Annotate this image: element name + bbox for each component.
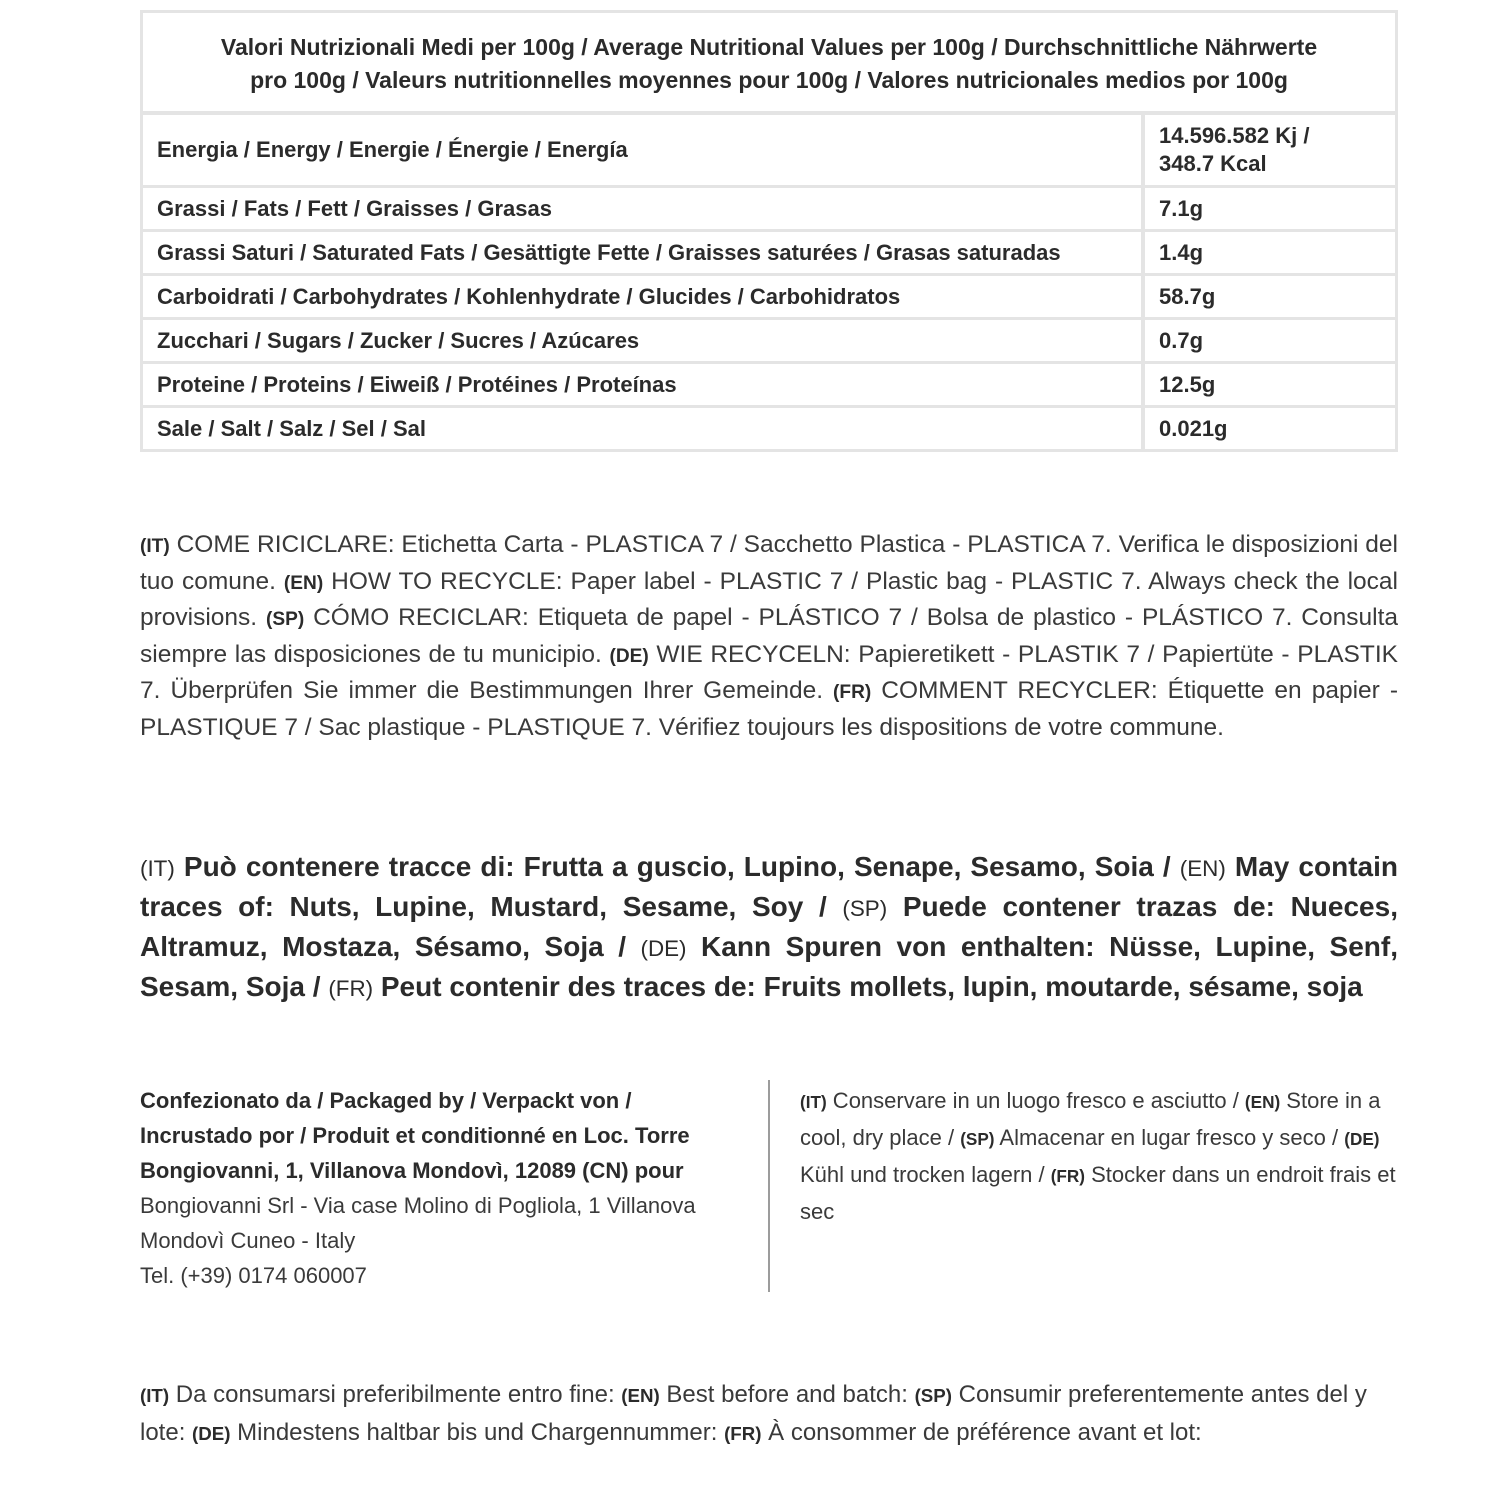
nutrient-label: Carboidrati / Carbohydrates / Kohlenhydrate / Glucides / Carbohidratos <box>143 276 1141 320</box>
packager-line-5: Mondovì Cuneo - Italy <box>140 1228 356 1253</box>
best-before-text-en: Best before and batch: <box>659 1381 915 1408</box>
nutrition-table <box>140 10 1398 452</box>
best-before-text-fr: À consommer de préférence avant et lot: <box>761 1419 1202 1446</box>
storage-text-de: Kühl und trocken lagern / <box>800 1162 1051 1187</box>
lang-tag-it: (IT) <box>140 1385 170 1406</box>
nutrient-value: 0.021g <box>1141 408 1395 449</box>
recycle-text-en: HOW TO RECYCLE: Paper label - PLASTIC 7 / Plastic bag - PLASTIC 7. Always check the local provisions. <box>140 567 1398 631</box>
nutrient-value: 0.7g <box>1141 320 1395 364</box>
lang-tag-it: (IT) <box>140 536 170 557</box>
allergen-text-fr: Peut contenir des traces de: Fruits mollets, lupin, moutarde, sésame, soja <box>373 971 1363 1002</box>
lang-tag-de: (DE) <box>192 1423 231 1444</box>
storage-text-en: Store in a cool, dry place / <box>800 1088 1381 1150</box>
storage-text-it: Conservare in un luogo fresco e asciutto / <box>826 1088 1245 1113</box>
recycle-text-it: COME RICICLARE: Etichetta Carta - PLASTICA 7 / Sacchetto Plastica - PLASTICA 7. Verifica le disposizioni del tuo comune. <box>140 531 1398 595</box>
lang-tag-en: (EN) <box>283 572 324 594</box>
lang-tag-it: (IT) <box>800 1092 827 1112</box>
energy-kcal-value: 348.7 Kcal <box>1159 151 1267 176</box>
packager-line-2: Incrustado por / Produit et conditionné en Loc. Torre <box>140 1123 690 1148</box>
lang-tag-fr: (FR) <box>724 1423 762 1444</box>
nutrition-header <box>143 13 1395 115</box>
energy-kj-value: 14.596.582 Kj / <box>1159 123 1310 148</box>
allergen-warning <box>140 848 1398 1008</box>
allergen-text-de: Kann Spuren von enthalten: Nüsse, Lupine, Senf, Sesam, Soja / <box>140 931 1398 1002</box>
packager-line-4: Bongiovanni Srl - Via case Molino di Pogliola, 1 Villanova <box>140 1193 696 1218</box>
recycling-instructions <box>140 528 1398 745</box>
lang-tag-sp: (SP) <box>914 1385 952 1406</box>
lang-tag-it: (IT) <box>140 856 175 881</box>
recycle-text-fr: COMMENT RECYCLER: Étiquette en papier - PLASTIQUE 7 / Sac plastique - PLASTIQUE 7. Vérifiez toujours les dispositions de votre commune. <box>140 677 1398 741</box>
lang-tag-fr: (FR) <box>1050 1166 1086 1186</box>
best-before-text-sp: Consumir preferentemente antes del y lote: <box>140 1381 1367 1446</box>
lang-tag-en: (EN) <box>1244 1092 1281 1112</box>
nutrition-header-line1: Valori Nutrizionali Medi per 100g / Average Nutritional Values per 100g / Durchschnittliche Nährwerte <box>220 34 1318 60</box>
nutrition-row-salt <box>143 408 1395 449</box>
nutrient-label: Sale / Salt / Salz / Sel / Sal <box>157 415 427 441</box>
nutrition-row-energy <box>143 115 1395 188</box>
nutrient-value: 58.7g <box>1141 276 1395 320</box>
allergen-text-en: May contain traces of: Nuts, Lupine, Mustard, Sesame, Soy / <box>140 851 1398 922</box>
lang-tag-en: (EN) <box>1179 856 1226 881</box>
nutrient-label: Energia / Energy / Energie / Énergie / Energía <box>143 115 1141 188</box>
nutrition-row-sugars <box>143 320 1395 364</box>
storage-instructions <box>800 1083 1398 1229</box>
nutrient-label: Zucchari / Sugars / Zucker / Sucres / Azúcares <box>143 320 1141 364</box>
lang-tag-sp: (SP) <box>842 896 888 921</box>
lang-tag-de: (DE) <box>1344 1129 1380 1149</box>
lang-tag-fr: (FR) <box>833 682 872 703</box>
lang-tag-de: (DE) <box>609 645 649 667</box>
nutrient-value: 1.4g <box>1141 232 1395 276</box>
nutrition-row-fats <box>143 188 1395 232</box>
allergen-text-it: Può contenere tracce di: Frutta a guscio, Lupino, Senape, Sesamo, Soia / <box>174 851 1180 882</box>
lang-tag-en: (EN) <box>621 1385 660 1406</box>
nutrient-value: 7.1g <box>1141 188 1395 232</box>
best-before-text-it: Da consumarsi preferibilmente entro fine: <box>169 1381 622 1408</box>
lang-tag-fr: (FR) <box>328 976 374 1001</box>
nutrient-label: Grassi Saturi / Saturated Fats / Gesättigte Fette / Graisses saturées / Grasas saturadas <box>143 232 1141 276</box>
lang-tag-sp: (SP) <box>960 1129 995 1149</box>
storage-text-fr: Stocker dans un endroit frais et sec <box>800 1162 1396 1224</box>
storage-text-sp: Almacenar en lugar fresco y seco / <box>994 1125 1345 1150</box>
nutrition-row-saturated-fats <box>143 232 1395 276</box>
nutrition-header-line2: pro 100g / Valeurs nutritionnelles moyennes pour 100g / Valores nutricionales medios por 100g <box>250 67 1288 93</box>
packager-line-3: Bongiovanni, 1, Villanova Mondovì, 12089 (CN) pour <box>140 1158 684 1183</box>
nutrition-header-row <box>143 13 1395 115</box>
recycle-text-de: WIE RECYCELN: Papieretikett - PLASTIK 7 / Papiertüte - PLASTIK 7. Überprüfen Sie immer die Bestimmungen Ihrer Gemeinde. <box>140 640 1398 704</box>
best-before-info <box>140 1376 1398 1452</box>
column-divider <box>768 1080 770 1292</box>
best-before-text-de: Mindestens haltbar bis und Chargennummer: <box>230 1419 725 1446</box>
packager-phone: Tel. (+39) 0174 060007 <box>140 1263 367 1288</box>
nutrient-label: Grassi / Fats / Fett / Graisses / Grasas <box>143 188 1141 232</box>
nutrition-row-proteins <box>143 364 1395 408</box>
allergen-text-sp: Puede contener trazas de: Nueces, Altramuz, Mostaza, Sésamo, Soja / <box>140 891 1398 962</box>
packager-line-1: Confezionato da / Packaged by / Verpackt von / <box>140 1088 632 1113</box>
nutrient-value: 12.5g <box>1141 364 1395 408</box>
nutrient-label: Proteine / Proteins / Eiweiß / Protéines / Proteínas <box>143 364 1141 408</box>
nutrient-value <box>1141 115 1395 188</box>
lang-tag-de: (DE) <box>640 936 687 961</box>
lang-tag-sp: (SP) <box>265 609 305 630</box>
recycle-text-sp: CÓMO RECICLAR: Etiqueta de papel - PLÁSTICO 7 / Bolsa de plastico - PLÁSTICO 7. Consulta siempre las disposiciones de tu municipio. <box>140 604 1398 668</box>
packager-info <box>140 1083 740 1293</box>
nutrition-row-carbohydrates <box>143 276 1395 320</box>
